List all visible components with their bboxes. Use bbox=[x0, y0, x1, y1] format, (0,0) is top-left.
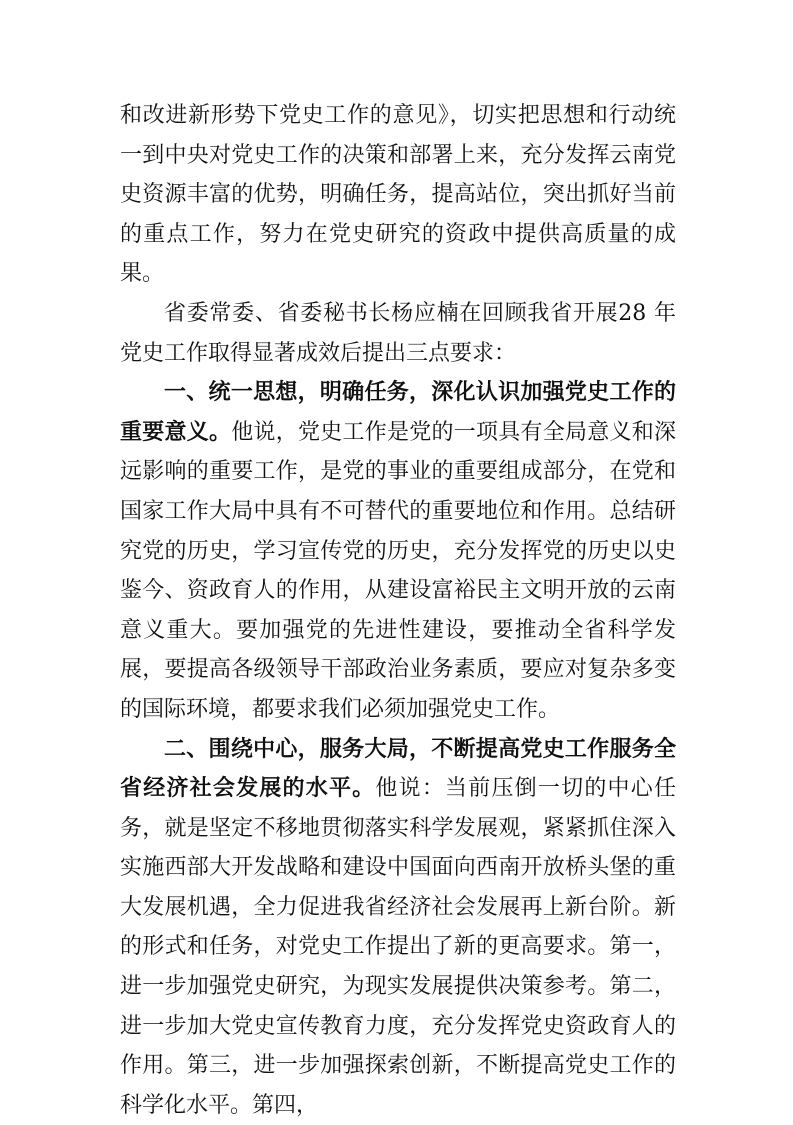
paragraph-heading: 二、围绕中心，服务大局，不断提高党史工作服务全省经济社会发展的水平。 bbox=[120, 737, 676, 802]
paragraph-text: 他说，党史工作是党的一项具有全局意义和深远影响的重要工作，是党的事业的重要组成部分，在党和国家工作大局中具有不可替代的重要地位和作用。总结研究党的历史，学习宣传党的历史，充分发挥党的历史以史鉴今、资政育人的作用，从建设富裕民主文明开放的云南意义重大。要加强党的先进性建设，要推动全省科学发展，要提高各级领导干部政治业务素质，要应对复杂多变的国际环境，都要求我们必须加强党史工作。 bbox=[120, 420, 676, 722]
paragraph-text: 和改进新形势下党史工作的意见》，切实把思想和行动统一到中央对党史工作的决策和部署上来，充分发挥云南党史资源丰富的优势，明确任务，提高站位，突出抓好当前的重点工作，努力在党史研究的资政中提供高质量的成果。 bbox=[120, 103, 676, 286]
paragraph-text: 省委常委、省委秘书长杨应楠在回顾我省开展28 年党史工作取得显著成效后提出三点要求： bbox=[120, 301, 676, 366]
paragraph-1 bbox=[120, 96, 676, 294]
paragraph-4 bbox=[120, 730, 676, 1125]
paragraph-3 bbox=[120, 373, 676, 729]
document-page bbox=[120, 96, 676, 1125]
paragraph-text: 他说：当前压倒一切的中心任务，就是坚定不移地贯彻落实科学发展观，紧紧抓住深入实施西部大开发战略和建设中国面向西南开放桥头堡的重大发展机遇，全力促进我省经济社会发展再上新台阶。新的形式和任务，对党史工作提出了新的更高要求。第一，进一步加强党史研究，为现实发展提供决策参考。第二，进一步加大党史宣传教育力度，充分发挥党史资政育人的作用。第三，进一步加强探索创新，不断提高党史工作的科学化水平。第四， bbox=[120, 776, 676, 1118]
paragraph-2 bbox=[120, 294, 676, 373]
paragraph-heading: 一、统一思想，明确任务，深化认识加强党史工作的重要意义。 bbox=[120, 380, 676, 445]
